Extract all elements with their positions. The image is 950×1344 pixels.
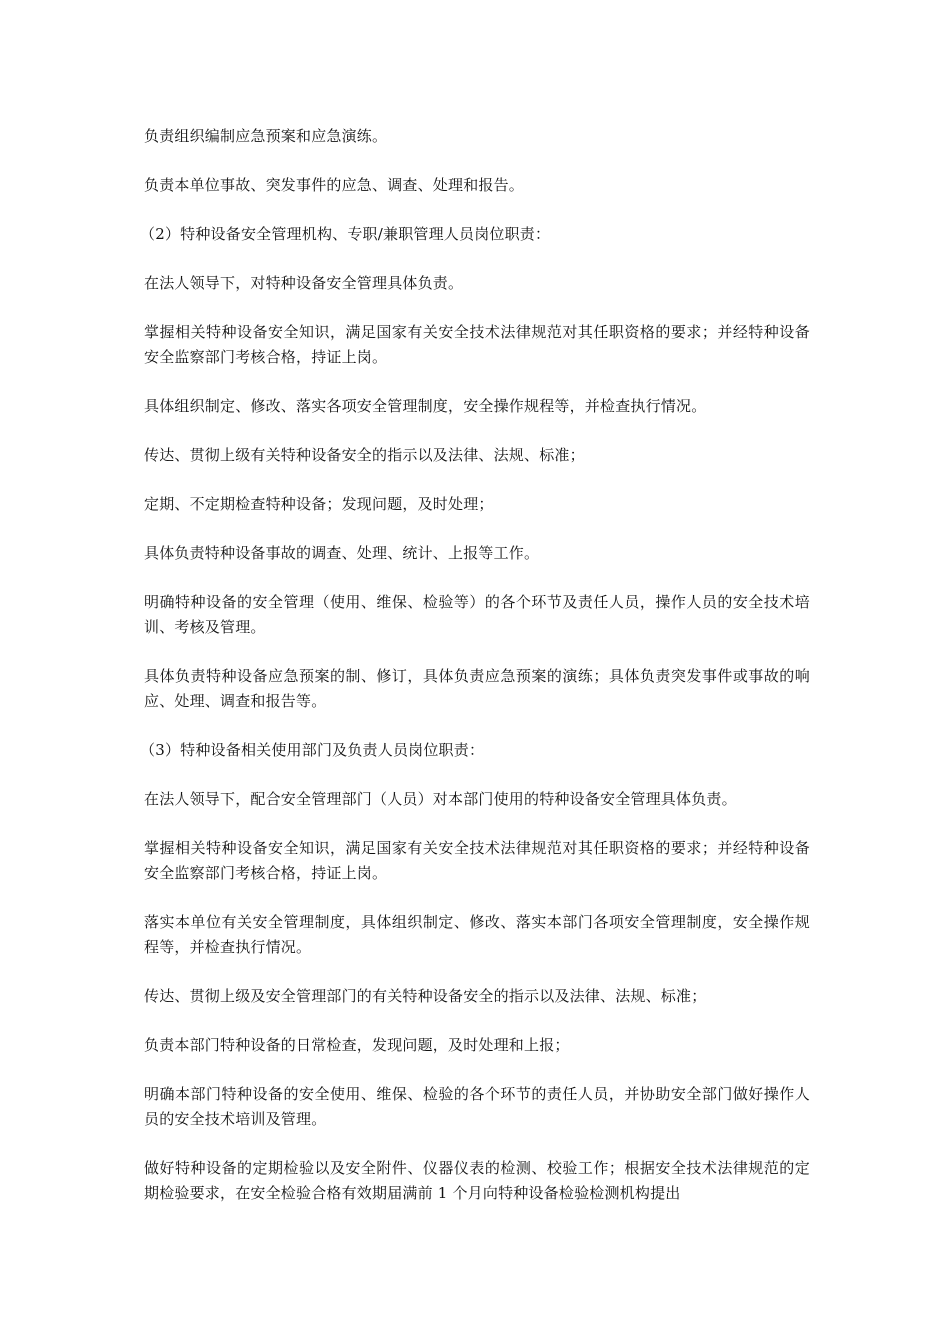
paragraph: 传达、贯彻上级有关特种设备安全的指示以及法律、法规、标准；: [144, 446, 585, 464]
paragraph: 定期、不定期检查特种设备；发现问题，及时处理；: [144, 495, 494, 513]
paragraph: 在法人领导下，配合安全管理部门（人员）对本部门使用的特种设备安全管理具体负责。: [144, 790, 737, 808]
paragraph: 负责本部门特种设备的日常检查，发现问题，及时处理和上报；: [144, 1036, 570, 1054]
paragraph: 掌握相关特种设备安全知识，满足国家有关安全技术法律规范对其任职资格的要求；并经特种设备安全监察部门考核合格，持证上岗。: [144, 839, 810, 882]
paragraph: 负责组织编制应急预案和应急演练。: [144, 127, 388, 145]
paragraph: 掌握相关特种设备安全知识，满足国家有关安全技术法律规范对其任职资格的要求；并经特种设备安全监察部门考核合格，持证上岗。: [144, 323, 810, 366]
paragraph: 明确特种设备的安全管理（使用、维保、检验等）的各个环节及责任人员，操作人员的安全技术培训、考核及管理。: [144, 593, 810, 636]
paragraph: 在法人领导下，对特种设备安全管理具体负责。: [144, 274, 464, 292]
paragraph: 落实本单位有关安全管理制度，具体组织制定、修改、落实本部门各项安全管理制度，安全操作规程等，并检查执行情况。: [144, 913, 810, 956]
paragraph: 做好特种设备的定期检验以及安全附件、仪器仪表的检测、校验工作；根据安全技术法律规范的定期检验要求，在安全检验合格有效期届满前 1 个月向特种设备检验检测机构提出: [144, 1159, 810, 1202]
paragraph: 明确本部门特种设备的安全使用、维保、检验的各个环节的责任人员，并协助安全部门做好操作人员的安全技术培训及管理。: [144, 1085, 810, 1128]
paragraph: 传达、贯彻上级及安全管理部门的有关特种设备安全的指示以及法律、法规、标准；: [144, 987, 707, 1005]
paragraph: 负责本单位事故、突发事件的应急、调查、处理和报告。: [144, 176, 525, 194]
document-body: [140, 124, 810, 1230]
section-heading: （2）特种设备安全管理机构、专职/兼职管理人员岗位职责：: [140, 225, 551, 243]
paragraph: 具体负责特种设备事故的调查、处理、统计、上报等工作。: [144, 544, 540, 562]
paragraph: 具体负责特种设备应急预案的制、修订，具体负责应急预案的演练；具体负责突发事件或事故的响应、处理、调查和报告等。: [144, 667, 810, 710]
section-heading: （3）特种设备相关使用部门及负责人员岗位职责：: [140, 741, 485, 759]
paragraph: 具体组织制定、修改、落实各项安全管理制度，安全操作规程等，并检查执行情况。: [144, 397, 707, 415]
